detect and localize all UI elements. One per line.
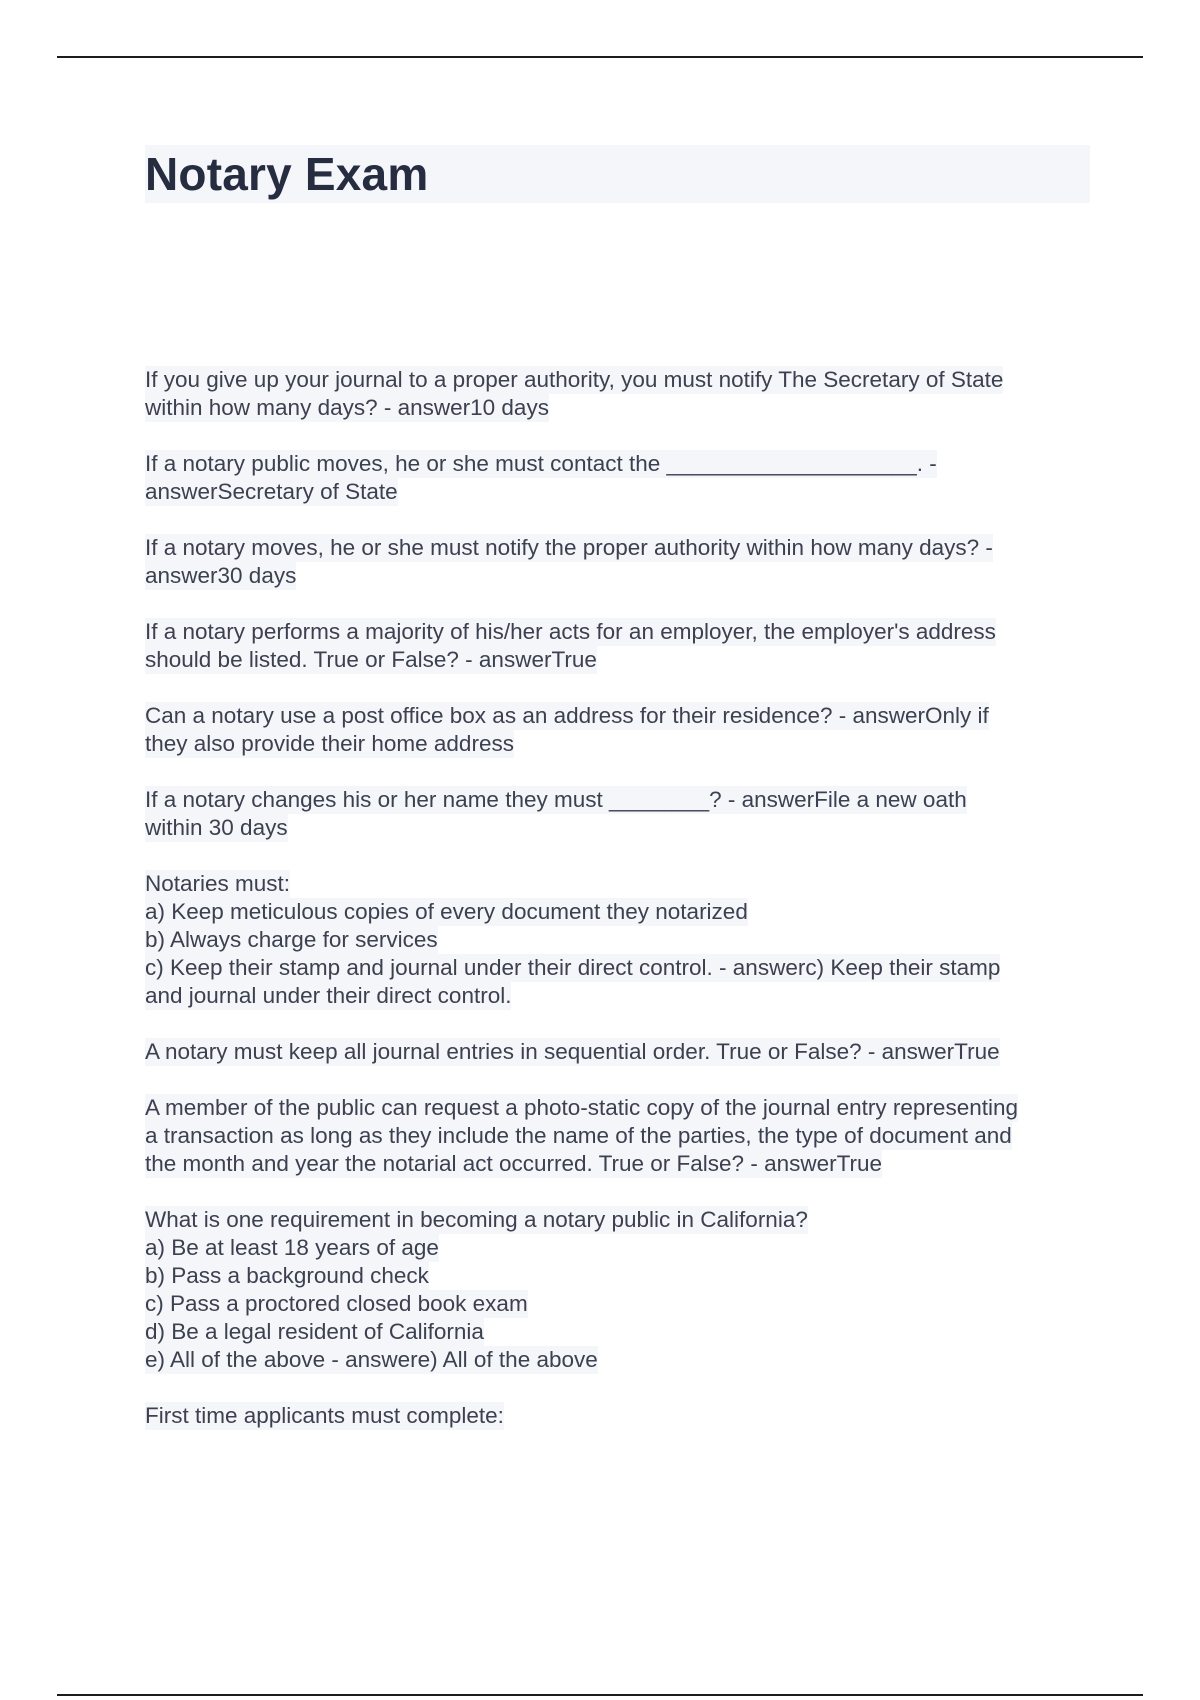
qa-line: b) Pass a background check	[145, 1263, 429, 1288]
qa-line: Can a notary use a post office box as an address for their residence? - answerOnly if	[145, 703, 989, 728]
qa-line: If a notary moves, he or she must notify the proper authority within how many days? -	[145, 535, 993, 560]
qa-line: c) Keep their stamp and journal under their direct control. - answerc) Keep their stamp	[145, 955, 1001, 980]
qa-line: If a notary changes his or her name they must ________? - answerFile a new oath	[145, 787, 967, 812]
qa-line: b) Always charge for services	[145, 927, 438, 952]
qa-item	[145, 786, 1100, 842]
page-title: Notary Exam	[145, 148, 429, 200]
qa-line: If you give up your journal to a proper authority, you must notify The Secretary of State	[145, 367, 1004, 392]
qa-line: within how many days? - answer10 days	[145, 395, 549, 420]
qa-line: c) Pass a proctored closed book exam	[145, 1291, 528, 1316]
qa-line: answerSecretary of State	[145, 479, 398, 504]
qa-item	[145, 1038, 1100, 1066]
qa-item	[145, 870, 1100, 1010]
qa-item	[145, 702, 1100, 758]
qa-line: a) Keep meticulous copies of every document they notarized	[145, 899, 748, 924]
bottom-rule	[57, 1694, 1143, 1696]
qa-line: First time applicants must complete:	[145, 1403, 504, 1428]
qa-line: d) Be a legal resident of California	[145, 1319, 484, 1344]
qa-line: and journal under their direct control.	[145, 983, 512, 1008]
qa-line: answer30 days	[145, 563, 297, 588]
qa-line: A member of the public can request a photo-static copy of the journal entry representing	[145, 1095, 1018, 1120]
qa-line: the month and year the notarial act occurred. True or False? - answerTrue	[145, 1151, 883, 1176]
qa-line: a transaction as long as they include the name of the parties, the type of document and	[145, 1123, 1012, 1148]
qa-line: e) All of the above - answere) All of the above	[145, 1347, 598, 1372]
qa-item	[145, 618, 1100, 674]
qa-line: If a notary performs a majority of his/her acts for an employer, the employer's address	[145, 619, 996, 644]
qa-line: they also provide their home address	[145, 731, 514, 756]
qa-line: What is one requirement in becoming a notary public in California?	[145, 1207, 808, 1232]
qa-line: Notaries must:	[145, 871, 291, 896]
qa-line: should be listed. True or False? - answerTrue	[145, 647, 597, 672]
qa-line: a) Be at least 18 years of age	[145, 1235, 439, 1260]
qa-list	[145, 366, 1100, 1458]
qa-item	[145, 534, 1100, 590]
qa-item	[145, 1094, 1100, 1178]
qa-line: A notary must keep all journal entries in sequential order. True or False? - answerTrue	[145, 1039, 1000, 1064]
qa-item	[145, 450, 1100, 506]
qa-line: within 30 days	[145, 815, 288, 840]
qa-item	[145, 366, 1100, 422]
qa-item	[145, 1206, 1100, 1374]
qa-item	[145, 1402, 1100, 1430]
qa-line: If a notary public moves, he or she must contact the ____________________. -	[145, 451, 937, 476]
top-rule	[57, 56, 1143, 58]
